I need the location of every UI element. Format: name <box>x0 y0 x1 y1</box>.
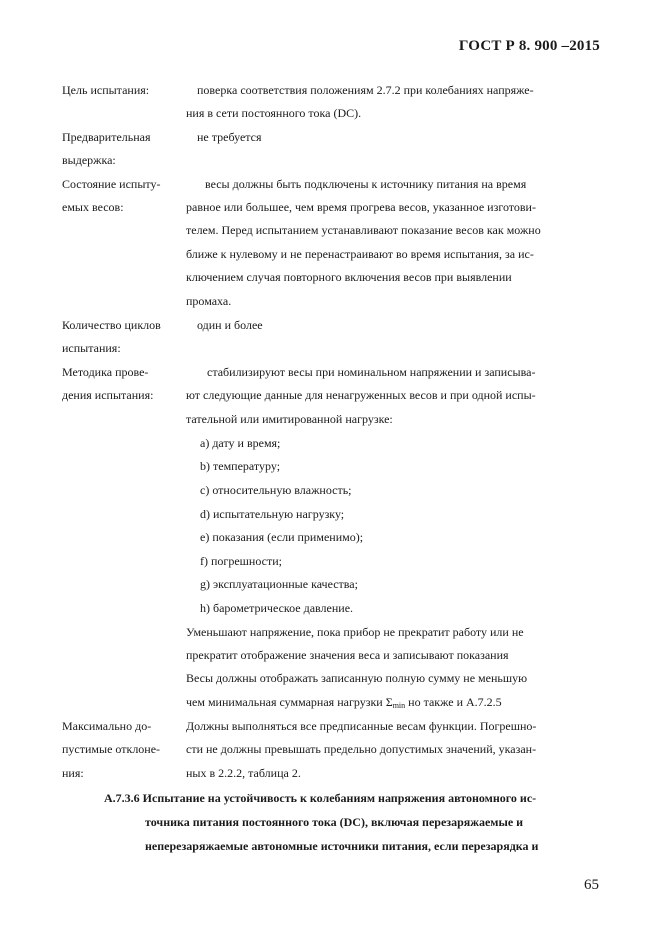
text-preconditioning: не требуется <box>197 130 262 144</box>
document-header: ГОСТ Р 8. 900 –2015 <box>458 38 600 54</box>
text-condition-2: равное или большее, чем время прогрева весов, указанное изготови- <box>186 200 536 214</box>
text-condition-5: ключением случая повторного включения весов при выявлении <box>186 270 512 284</box>
text-test-purpose-2: ния в сети постоянного тока (DC). <box>186 106 362 120</box>
label-max-deviation-2: пустимые отклоне- <box>62 742 161 756</box>
text-method-6: Весы должны отображать записанную полную сумму не меньшую <box>186 671 528 685</box>
label-preconditioning-2: выдержка: <box>62 153 116 167</box>
text-method-7 <box>186 694 502 714</box>
text-method-7-pre: чем минимальная суммарная нагрузки Σ <box>186 695 393 709</box>
list-item: b) температуру; <box>200 459 281 473</box>
text-test-purpose-1: поверка соответствия положениям 2.7.2 при колебаниях напряже- <box>197 83 534 97</box>
list-item: g) эксплуатационные качества; <box>200 577 358 591</box>
section-heading-1: А.7.3.6 Испытание на устойчивость к колебаниям напряжения автономного ис- <box>104 791 537 805</box>
list-item: f) погрешности; <box>200 554 282 568</box>
page-number: 65 <box>584 877 599 893</box>
section-heading-3: неперезаряжаемые автономные источники питания, если перезарядка и <box>145 839 539 853</box>
list-item: e) показания (если применимо); <box>200 530 364 544</box>
text-method-1: стабилизируют весы при номинальном напряжении и записыва- <box>207 365 536 379</box>
text-method-4: Уменьшают напряжение, пока прибор не прекратит работу или не <box>186 625 524 639</box>
text-deviation-1: Должны выполняться все предписанные весам функции. Погрешно- <box>186 719 537 733</box>
list-item: a) дату и время; <box>200 436 281 450</box>
text-method-5: прекратит отображение значения веса и записывают показания <box>186 648 509 662</box>
label-preconditioning-1: Предварительная <box>62 130 151 144</box>
text-condition-4: ближе к нулевому и не перенастраивают во время испытания, за ис- <box>186 247 534 261</box>
label-euT-condition-1: Состояние испыту- <box>62 177 161 191</box>
label-test-cycles-1: Количество циклов <box>62 318 161 332</box>
text-method-2: ют следующие данные для ненагруженных весов и при одной испы- <box>186 388 536 402</box>
text-condition-6: промаха. <box>186 294 232 308</box>
list-item: d) испытательную нагрузку; <box>200 507 345 521</box>
text-condition-3: телем. Перед испытанием устанавливают показание весов как можно <box>186 223 541 237</box>
label-test-purpose: Цель испытания: <box>62 83 150 97</box>
text-method-7-post: но также и А.7.2.5 <box>405 695 502 709</box>
sigma-subscript: min <box>392 701 406 710</box>
list-item: h) барометрическое давление. <box>200 601 354 615</box>
text-method-3: тательной или имитированной нагрузке: <box>186 412 393 426</box>
label-euT-condition-2: емых весов: <box>62 200 124 214</box>
list-item: c) относительную влажность; <box>200 483 352 497</box>
text-deviation-2: сти не должны превышать предельно допустимых значений, указан- <box>186 742 537 756</box>
label-max-deviation-1: Максимально до- <box>62 719 152 733</box>
text-deviation-3: ных в 2.2.2, таблица 2. <box>186 766 301 780</box>
label-test-method-1: Методика прове- <box>62 365 149 379</box>
label-max-deviation-3: ния: <box>62 766 84 780</box>
section-heading-2: точника питания постоянного тока (DC), включая перезаряжаемые и <box>145 815 524 829</box>
label-test-cycles-2: испытания: <box>62 341 121 355</box>
text-test-cycles: один и более <box>197 318 263 332</box>
label-test-method-2: дения испытания: <box>62 388 154 402</box>
text-condition-1: весы должны быть подключены к источнику питания на время <box>205 177 527 191</box>
